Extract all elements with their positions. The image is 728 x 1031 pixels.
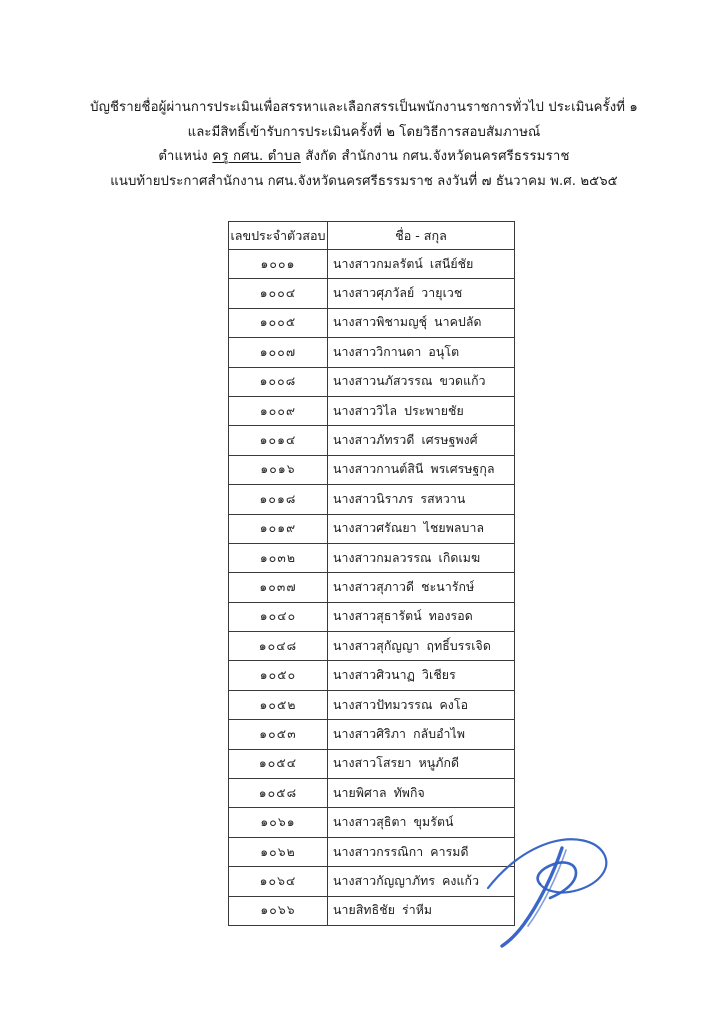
- cell-full-name: [328, 896, 515, 925]
- table-row: [229, 338, 515, 367]
- name-given: วิกานดา: [376, 344, 422, 359]
- name-surname: คงโอ: [439, 697, 469, 712]
- name-given: นิราภร: [376, 491, 414, 506]
- table-row: [229, 426, 515, 455]
- name-given: นภัสวรรณ: [376, 374, 433, 389]
- cell-full-name: [328, 602, 515, 631]
- cell-full-name: [328, 867, 515, 896]
- name-surname: ประพายชัย: [404, 403, 464, 418]
- name-surname: ทัพกิจ: [393, 785, 425, 800]
- cell-exam-id: ๑๐๖๑: [229, 808, 328, 837]
- cell-exam-id: ๑๐๖๖: [229, 896, 328, 925]
- document-header: [0, 96, 728, 194]
- name-title: นางสาว: [333, 873, 377, 888]
- cell-full-name: [328, 690, 515, 719]
- name-surname: วิเชียร: [422, 668, 456, 683]
- name-surname: ขุมรัตน์: [413, 815, 454, 830]
- table-row: [229, 602, 515, 631]
- name-title: นางสาว: [333, 815, 377, 830]
- table-row: [229, 720, 515, 749]
- cell-exam-id: ๑๐๕๒: [229, 690, 328, 719]
- name-title: นางสาว: [333, 609, 377, 624]
- roster-table: [228, 221, 515, 926]
- name-title: นาย: [333, 785, 356, 800]
- name-given: กรรณิกา: [376, 844, 424, 859]
- column-header-exam-id: เลขประจำตัวสอบ: [229, 222, 328, 250]
- table-row: [229, 749, 515, 778]
- table-row: [229, 250, 515, 279]
- position-value: ครู กศน. ตำบล: [212, 149, 301, 164]
- cell-full-name: [328, 543, 515, 572]
- cell-exam-id: ๑๐๐๕: [229, 308, 328, 337]
- cell-exam-id: ๑๐๑๘: [229, 485, 328, 514]
- table-header-row: [229, 222, 515, 250]
- name-title: นางสาว: [333, 344, 377, 359]
- cell-full-name: [328, 514, 515, 543]
- cell-exam-id: ๑๐๓๗: [229, 573, 328, 602]
- table-row: [229, 808, 515, 837]
- cell-full-name: [328, 485, 515, 514]
- table-row: [229, 308, 515, 337]
- cell-full-name: [328, 720, 515, 749]
- cell-full-name: [328, 455, 515, 484]
- table-row: [229, 396, 515, 425]
- table-row: [229, 837, 515, 866]
- table-row: [229, 543, 515, 572]
- name-given: กัญญาภัทร: [376, 873, 436, 888]
- name-title: นางสาว: [333, 491, 377, 506]
- name-surname: ไชยพลบาล: [423, 521, 485, 536]
- name-surname: คงแก้ว: [442, 873, 480, 888]
- name-title: นางสาว: [333, 726, 377, 741]
- name-given: กมลรัตน์: [376, 256, 423, 271]
- roster-table-head: [229, 222, 515, 250]
- cell-exam-id: ๑๐๔๘: [229, 632, 328, 661]
- name-title: นางสาว: [333, 315, 377, 330]
- cell-exam-id: ๑๐๐๑: [229, 250, 328, 279]
- name-surname: คารมดี: [430, 844, 469, 859]
- name-surname: เศรษฐพงศ์: [421, 433, 478, 448]
- cell-full-name: [328, 396, 515, 425]
- name-surname: รสหวาน: [420, 491, 466, 506]
- cell-full-name: [328, 338, 515, 367]
- cell-full-name: [328, 367, 515, 396]
- name-surname: หนูภักดี: [418, 756, 460, 771]
- cell-exam-id: ๑๐๐๔: [229, 279, 328, 308]
- name-given: กมลวรรณ: [376, 550, 432, 565]
- name-title: นางสาว: [333, 433, 377, 448]
- name-given: สุกัญญา: [376, 638, 420, 653]
- table-row: [229, 573, 515, 602]
- name-given: วิไล: [376, 403, 398, 418]
- name-surname: อนุโต: [428, 344, 460, 359]
- roster-table-container: [228, 221, 514, 926]
- name-given: ภัทรวดี: [376, 433, 415, 448]
- table-row: [229, 514, 515, 543]
- name-title: นางสาว: [333, 256, 377, 271]
- cell-full-name: [328, 573, 515, 602]
- name-surname: ขวดแก้ว: [439, 374, 486, 389]
- cell-exam-id: ๑๐๖๒: [229, 837, 328, 866]
- position-suffix: สังกัด สำนักงาน กศน.จังหวัดนครศรีธรรมราช: [300, 149, 570, 164]
- cell-exam-id: ๑๐๕๓: [229, 720, 328, 749]
- name-title: นางสาว: [333, 638, 377, 653]
- name-surname: ร่าหีม: [402, 903, 433, 918]
- name-title: นางสาว: [333, 697, 377, 712]
- name-given: กานต์สินี: [376, 462, 424, 477]
- cell-full-name: [328, 279, 515, 308]
- name-given: ศุภวัลย์: [376, 286, 415, 301]
- name-surname: ชะนารักษ์: [421, 579, 475, 594]
- name-title: นางสาว: [333, 579, 377, 594]
- name-given: ศรัณยา: [376, 521, 417, 536]
- header-line-1: บัญชีรายชื่อผู้ผ่านการประเมินเพื่อสรรหาและเลือกสรรเป็นพนักงานราชการทั่วไป ประเมินครั้งที่ ๑: [90, 100, 638, 115]
- cell-exam-id: ๑๐๑๙: [229, 514, 328, 543]
- table-row: [229, 896, 515, 925]
- cell-exam-id: ๑๐๕๘: [229, 779, 328, 808]
- cell-exam-id: ๑๐๓๒: [229, 543, 328, 572]
- name-title: นางสาว: [333, 462, 377, 477]
- cell-full-name: [328, 632, 515, 661]
- position-line: [0, 145, 728, 170]
- name-given: สุธารัตน์: [376, 609, 422, 624]
- cell-full-name: [328, 308, 515, 337]
- name-given: พิศาล: [355, 785, 387, 800]
- name-surname: พรเศรษฐกุล: [430, 462, 495, 477]
- cell-full-name: [328, 837, 515, 866]
- cell-exam-id: ๑๐๐๙: [229, 396, 328, 425]
- cell-exam-id: ๑๐๑๔: [229, 426, 328, 455]
- cell-exam-id: ๑๐๖๔: [229, 867, 328, 896]
- cell-exam-id: ๑๐๔๐: [229, 602, 328, 631]
- name-title: นางสาว: [333, 550, 377, 565]
- name-given: ศิริภา: [376, 726, 407, 741]
- table-row: [229, 690, 515, 719]
- name-surname: กลับอำไพ: [413, 726, 466, 741]
- name-given: สุธิตา: [376, 815, 407, 830]
- name-surname: ฤทธิ์บรรเจิด: [426, 638, 491, 653]
- table-row: [229, 779, 515, 808]
- name-title: นางสาว: [333, 756, 377, 771]
- name-title: นางสาว: [333, 374, 377, 389]
- name-title: นางสาว: [333, 286, 377, 301]
- table-row: [229, 279, 515, 308]
- table-row: [229, 367, 515, 396]
- name-surname: เสนีย์ชัย: [429, 256, 474, 271]
- table-row: [229, 455, 515, 484]
- cell-full-name: [328, 661, 515, 690]
- name-surname: วายุเวช: [421, 286, 463, 301]
- name-title: นางสาว: [333, 521, 377, 536]
- cell-full-name: [328, 808, 515, 837]
- name-given: สิทธิชัย: [355, 903, 395, 918]
- cell-exam-id: ๑๐๑๖: [229, 455, 328, 484]
- table-row: [229, 661, 515, 690]
- attachment-line: แนบท้ายประกาศสำนักงาน กศน.จังหวัดนครศรีธรรมราช ลงวันที่ ๗ ธันวาคม พ.ศ. ๒๕๖๕: [110, 173, 618, 189]
- roster-table-body: [229, 250, 515, 926]
- cell-full-name: [328, 779, 515, 808]
- cell-exam-id: ๑๐๕๔: [229, 749, 328, 778]
- table-row: [229, 632, 515, 661]
- column-header-full-name: ชื่อ - สกุล: [328, 222, 515, 250]
- cell-full-name: [328, 250, 515, 279]
- name-given: พิชามญชุ์: [376, 315, 428, 330]
- name-title: นางสาว: [333, 403, 377, 418]
- name-given: โสรยา: [376, 756, 412, 771]
- cell-full-name: [328, 749, 515, 778]
- cell-exam-id: ๑๐๐๘: [229, 367, 328, 396]
- name-given: สุภาวดี: [376, 579, 415, 594]
- name-given: ปัทมวรรณ: [376, 697, 433, 712]
- name-surname: เกิดเมฆ: [438, 550, 481, 565]
- table-row: [229, 485, 515, 514]
- name-title: นาย: [333, 903, 356, 918]
- cell-exam-id: ๑๐๕๐: [229, 661, 328, 690]
- name-title: นางสาว: [333, 844, 377, 859]
- name-surname: นาคปลัด: [434, 315, 482, 330]
- table-row: [229, 867, 515, 896]
- name-title: นางสาว: [333, 668, 377, 683]
- cell-exam-id: ๑๐๐๗: [229, 338, 328, 367]
- name-given: ศิวนาฏ: [376, 668, 416, 683]
- position-prefix: ตำแหน่ง: [158, 149, 213, 164]
- cell-full-name: [328, 426, 515, 455]
- header-line-2: และมีสิทธิ์เข้ารับการประเมินครั้งที่ ๒ โดยวิธีการสอบสัมภาษณ์: [187, 124, 541, 140]
- name-surname: ทองรอด: [428, 609, 473, 624]
